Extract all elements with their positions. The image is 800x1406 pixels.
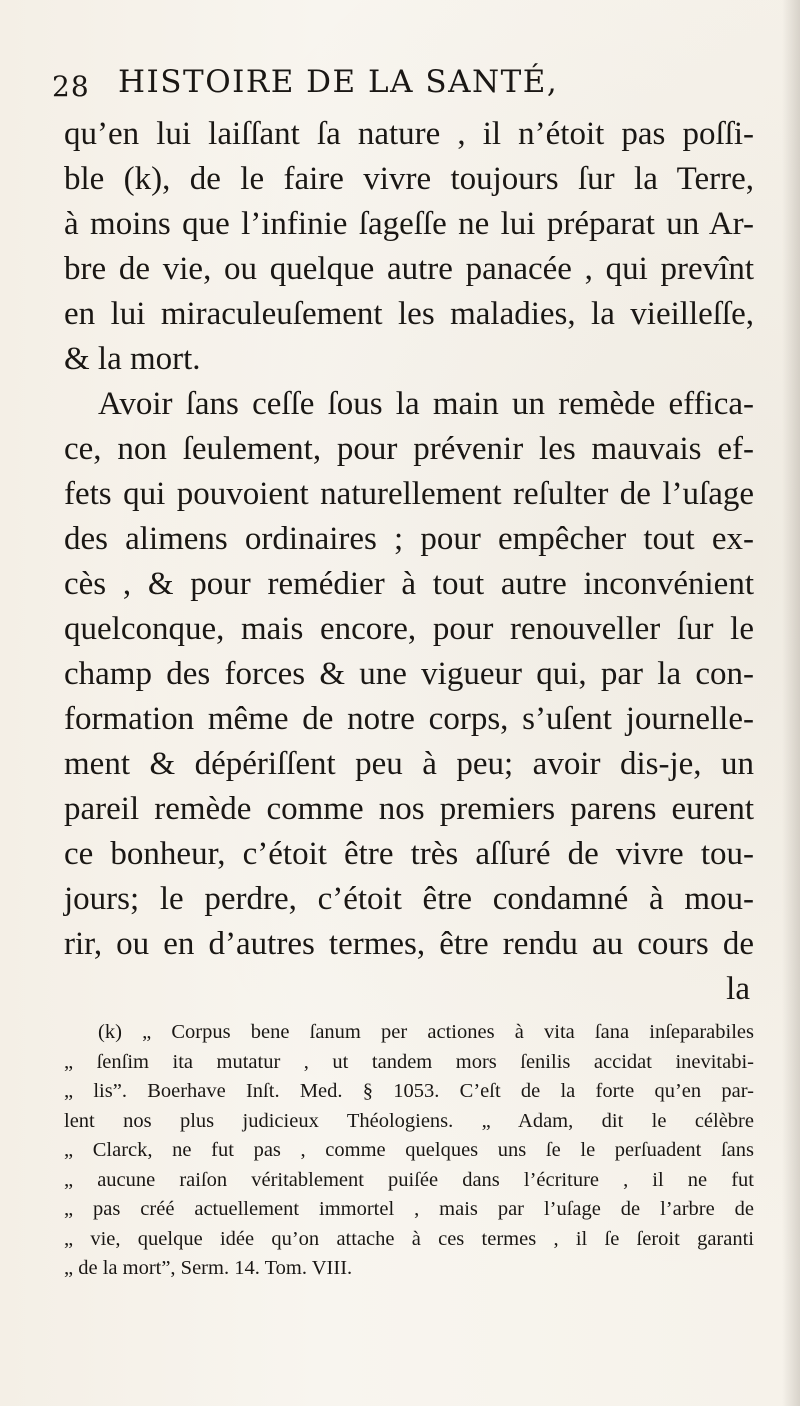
running-title: HISTOIRE DE LA SANTÉ, xyxy=(118,64,559,100)
text-line: ment & dépériſſent peu à peu; avoir dis-je, un xyxy=(64,746,754,782)
text-line: ce, non ſeulement, pour prévenir les mauvais ef- xyxy=(64,431,754,467)
text-line: rir, ou en d’autres termes, être rendu au cours de xyxy=(64,926,754,962)
footnote-line: „ vie, quelque idée qu’on attache à ces termes , il ſe ſeroit garanti xyxy=(64,1227,754,1250)
text-line: des alimens ordinaires ; pour empêcher tout ex- xyxy=(64,521,754,557)
text-line: champ des forces & une vigueur qui, par la con- xyxy=(64,656,754,692)
text-line: quelconque, mais encore, pour renouveller ſur le xyxy=(64,611,754,647)
text-line: fets qui pouvoient naturellement reſulter de l’uſage xyxy=(64,476,754,512)
footnote xyxy=(64,1018,754,1284)
page-header xyxy=(0,60,800,110)
text-line: ble (k), de le faire vivre toujours ſur la Terre, xyxy=(64,161,754,197)
catchword: la xyxy=(726,971,750,1007)
text-line: à moins que l’infinie ſageſſe ne lui préparat un Ar- xyxy=(64,206,754,242)
footnote-line: „ pas créé actuellement immortel , mais par l’uſage de l’arbre de xyxy=(64,1198,754,1220)
footnote-line: lent nos plus judicieux Théologiens. „ Adam, dit le célèbre xyxy=(64,1109,754,1132)
text-line: pareil remède comme nos premiers parens eurent xyxy=(64,791,754,827)
page-number: 28 xyxy=(52,70,90,103)
text-line: en lui miraculeuſement les maladies, la vieilleſſe, xyxy=(64,296,754,332)
footnote-line: „ lis”. Boerhave Inſt. Med. § 1053. C’eſt de la forte qu’en par- xyxy=(64,1080,754,1102)
page-edge-shadow xyxy=(782,0,800,1406)
footnote-line: „ de la mort”, Serm. 14. Tom. VIII. xyxy=(64,1257,353,1279)
footnote-line: „ ſenſim ita mutatur , ut tandem mors ſenilis accidat inevitabi- xyxy=(64,1050,754,1073)
text-line: formation même de notre corps, s’uſent journelle- xyxy=(64,701,754,737)
footnote-line: „ aucune raiſon véritablement puiſée dans l’écriture , il ne fut xyxy=(64,1168,754,1191)
text-line: qu’en lui laiſſant ſa nature , il n’étoit pas poſſi- xyxy=(64,116,754,152)
text-line: cès , & pour remédier à tout autre inconvénient xyxy=(64,566,754,602)
text-line: & la mort. xyxy=(64,341,201,377)
footnote-line: (k) „ Corpus bene ſanum per actiones à vita ſana inſeparabiles xyxy=(98,1021,754,1043)
text-line: bre de vie, ou quelque autre panacée , qui prevînt xyxy=(64,251,754,287)
footnote-line: „ Clarck, ne fut pas , comme quelques uns ſe le perſuadent ſans xyxy=(64,1139,754,1161)
text-line: ce bonheur, c’étoit être très aſſuré de vivre tou- xyxy=(64,836,754,872)
main-text xyxy=(64,112,754,1012)
text-line: jours; le perdre, c’étoit être condamné à mou- xyxy=(64,881,754,917)
text-line: Avoir ſans ceſſe ſous la main un remède effica- xyxy=(98,386,754,422)
